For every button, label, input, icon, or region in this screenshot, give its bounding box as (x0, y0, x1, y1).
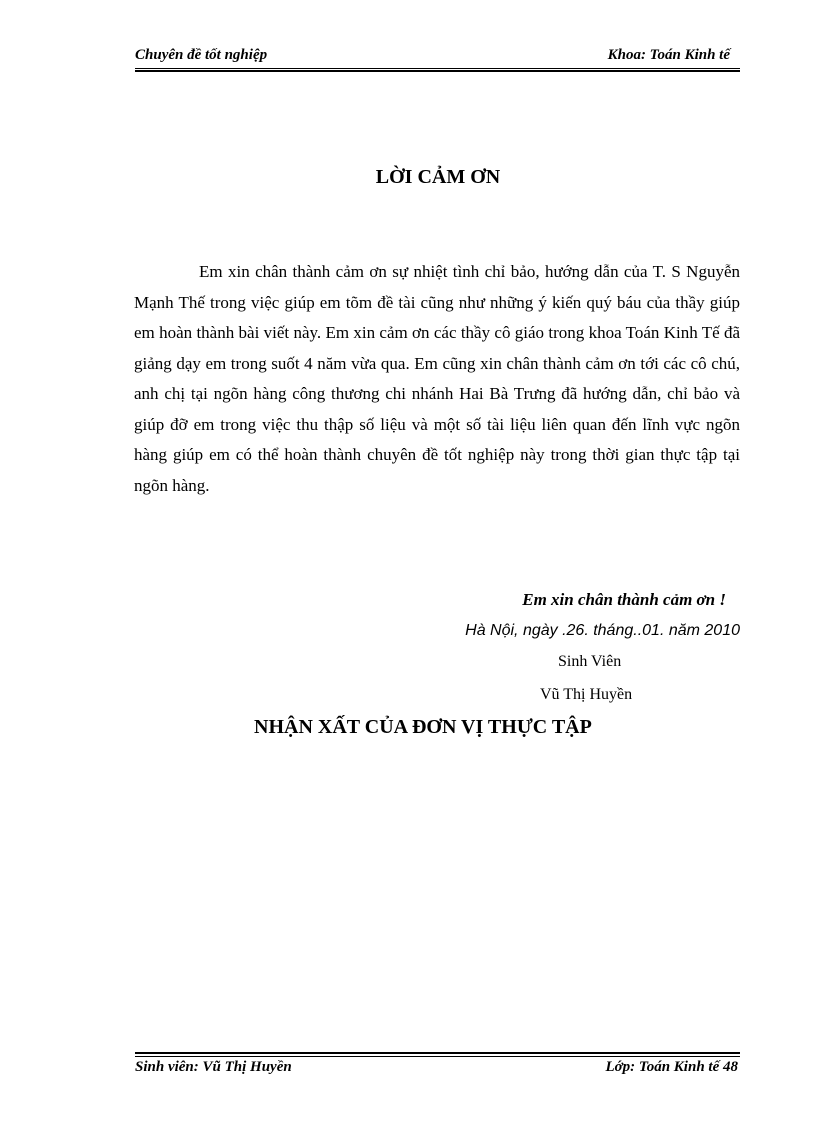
closing-thanks: Em xin chân thành cảm ơn ! (522, 590, 726, 609)
place-date-line: Hà Nội, ngày .26. tháng..01. năm 2010 (465, 622, 740, 639)
footer-student: Sinh viên: Vũ Thị Huyền (135, 1059, 292, 1075)
section-heading: NHẬN XẤT CỦA ĐƠN VỊ THỰC TẬP (254, 716, 592, 738)
page-header (135, 44, 740, 70)
signer-role: Sinh Viên (558, 653, 622, 670)
footer-rule-thick (135, 1052, 740, 1054)
header-rule-thin (135, 68, 740, 69)
page-footer (135, 1052, 740, 1082)
footer-rule-thin (135, 1056, 740, 1057)
page-title: LỜI CẢM ƠN (375, 166, 501, 188)
footer-class: Lớp: Toán Kinh tế 48 (605, 1059, 738, 1075)
header-faculty: Khoa: Toán Kinh tế (607, 47, 730, 63)
header-document-type: Chuyên đề tốt nghiệp (135, 47, 268, 63)
acknowledgement-paragraph: Em xin chân thành cảm ơn sự nhiệt tình chỉ bảo, hướng dẫn của T. S Nguyễn Mạnh Thế trong việc giúp em tõm đề tài cũng như những ý kiến quý báu của thầy giúp em hoàn thành bài viết này. Em xin cảm ơn các thầy cô giáo trong khoa Toán Kinh Tế đã giảng dạy em trong suốt 4 năm vừa qua. Em cũng xin chân thành cảm ơn tới các cô chú, anh chị tại ngõn hàng công thương chi nhánh Hai Bà Trưng đã hướng dẫn, chỉ bảo và giúp đỡ em trong việc thu thập số liệu và một số tài liệu liên quan đến lĩnh vực ngõn hàng giúp em có thể hoàn thành chuyên đề tốt nghiệp này trong thời gian thực tập tại ngõn hàng. (134, 262, 740, 495)
header-rule-thick (135, 70, 740, 72)
signer-name: Vũ Thị Huyền (540, 686, 633, 703)
